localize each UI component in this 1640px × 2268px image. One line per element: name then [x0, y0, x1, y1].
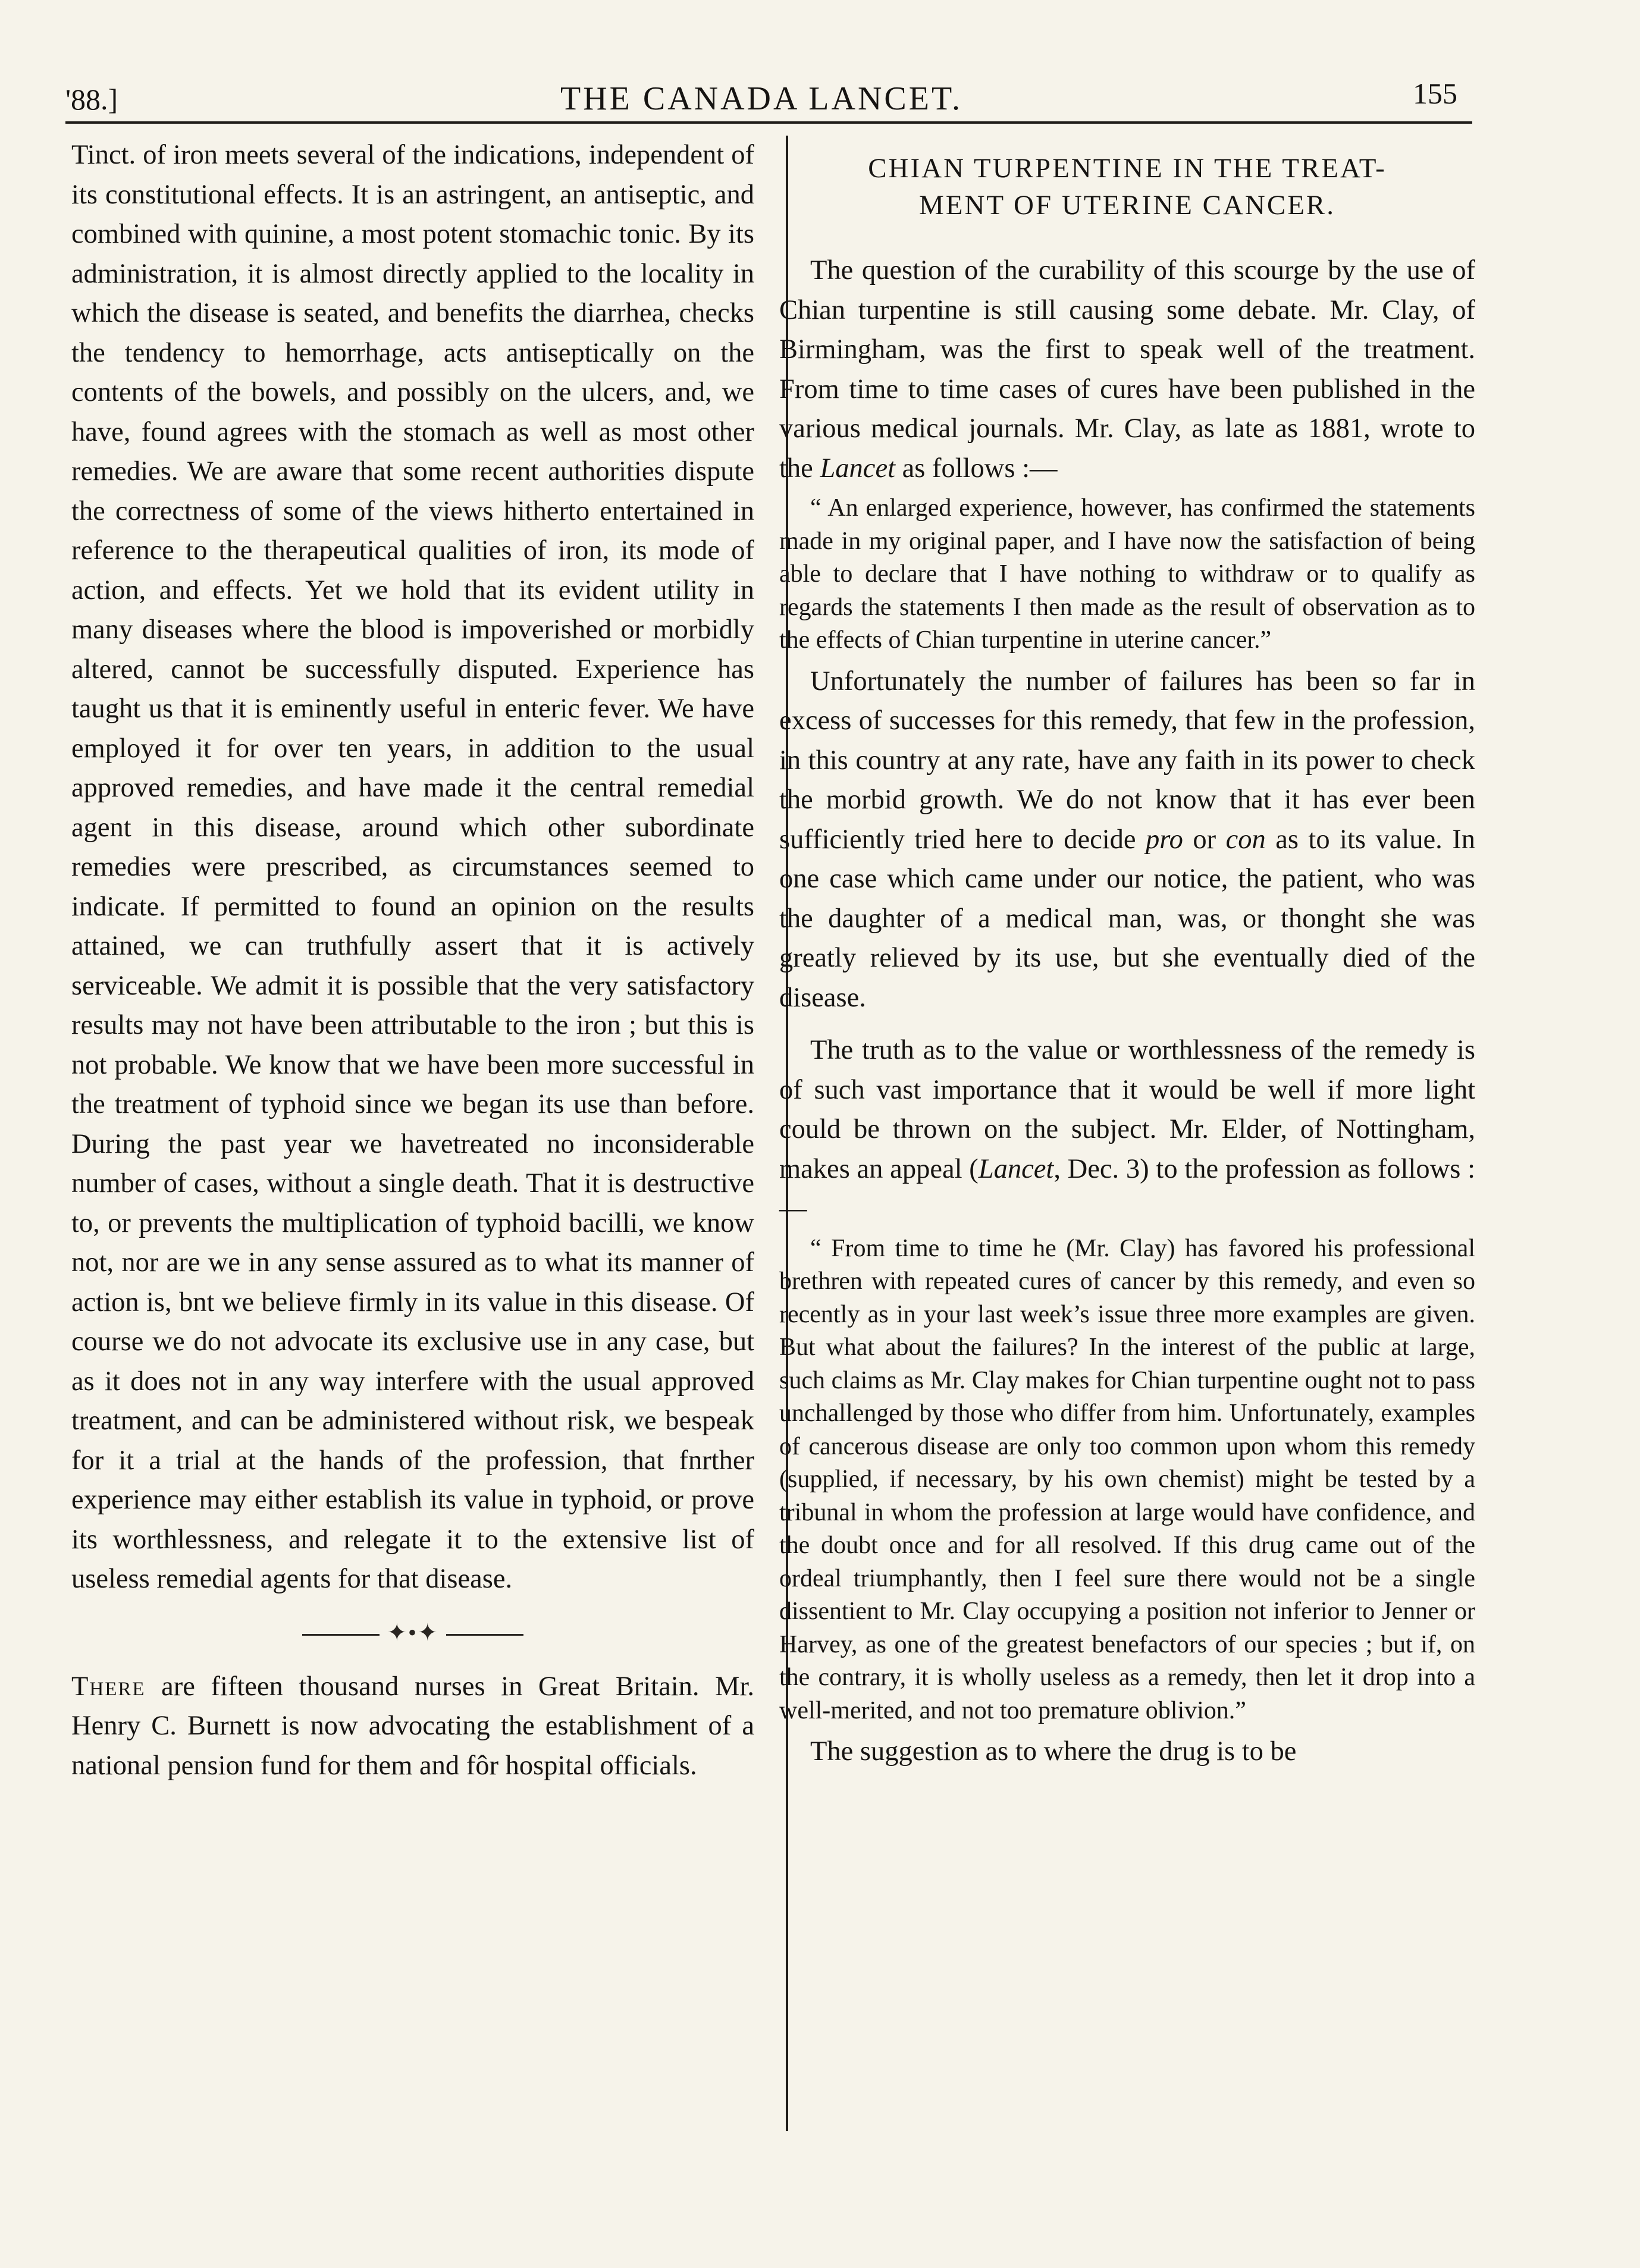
- section-ornament: ✦•✦: [71, 1621, 754, 1645]
- iron-typhoid-paragraph: Tinct. of iron meets several of the indications, independent of its constitutional effects. It is an astringent, an antiseptic, and combined with quinine, a most potent stomachic tonic. By its administration, it is almost directly applied to the locality in which the disease is seated, and benefits the diarrhea, checks the tendency to hemorrhage, acts antiseptically on the contents of the bowels, and possibly on the ulcers, and, we have, found agrees with the stomach as well as most other remedies. We are aware that some recent authorities dispute the correctness of some of the views hitherto entertained in reference to the therapeutical qualities of iron, its mode of action, and effects. Yet we hold that its evident utility in many diseases where the blood is impoverished or morbidly altered, cannot be successfully disputed. Experience has taught us that it is eminently useful in enteric fever. We have employed it for over ten years, in addition to the usual approved remedies, and have made it the central remedial agent in this disease, around which other subordinate remedies were prescribed, as circumstances seemed to indicate. If permitted to found an opinion on the results attained, we can truthfully assert that it is actively serviceable. We admit it is possible that the very satisfactory results may not have been attributable to the iron ; but this is not probable. We know that we have been more successful in the treatment of typhoid since we began its use than before. During the past year we havetreated no inconsiderable number of cases, without a single death. That it is destructive to, or prevents the multiplication of typhoid bacilli, we know not, nor are we in any sense assured as to what its manner of action is, bnt we believe firmly in its value in this disease. Of course we do not advocate its exclusive use in any case, but as it does not in any way interfere with the usual approved treatment, and can be administered without risk, we bespeak for it a trial at the hands of the profession, that fnrther experience may either establish its value in typhoid, or prove its worthlessness, and relegate it to the extensive list of useless remedial agents for that disease.: [71, 140, 754, 1594]
- header-year: '88.]: [65, 83, 118, 116]
- paragraph-failures: [779, 662, 1475, 1018]
- paragraph-truth: [779, 1031, 1475, 1229]
- p2-or: or: [1183, 824, 1226, 855]
- article-title-line-2: MENT OF UTERINE CANCER.: [918, 190, 1336, 221]
- article-title-line-1: CHIAN TURPENTINE IN THE TREAT-: [868, 153, 1387, 184]
- clay-quote: “ An enlarged experience, however, has confirmed the statements made in my original paper, and I have now the satisfaction of being able to declare that I have nothing to withdraw or to qualify as regards the statements I then made as the result of observation as to the effects of Chian turpentine in uterine cancer.”: [779, 494, 1475, 654]
- right-column: [779, 136, 1475, 1772]
- p3-text-end: , Dec. 3) to the profession as follows :—: [779, 1153, 1475, 1224]
- p2-text: Unfortunately the number of failures has been so far in excess of successes for this remedy, that few in the profession, in this country at any rate, have any faith in its power to check the morbid growth. We do not know that it has ever been sufficiently tried here to decide: [779, 666, 1475, 855]
- p1-lancet-italic: Lancet: [820, 453, 895, 484]
- left-column: [71, 136, 754, 1786]
- page-header: [65, 71, 1457, 125]
- p3-lancet-italic: Lancet: [978, 1153, 1054, 1184]
- note-lead-word: There: [71, 1671, 146, 1702]
- page-number: 155: [1413, 77, 1457, 110]
- elder-quote: “ From time to time he (Mr. Clay) has favored his professional brethren with repeated cures of cancer by this remedy, and even so recently as in your last week’s issue three more examples are given. But what about the failures? In the interest of the public at large, such claims as Mr. Clay makes for Chian turpentine ought not to pass unchallenged by those who differ from him. Unfortunately, examples of cancerous disease are only too common upon whom this remedy (supplied, if necessary, by his own chemist) might be tested by a tribunal in whom the profession at large would have confidence, and the doubt once and for all resolved. If this drug came out of the ordeal triumphantly, then I feel sure there would not be a single dissentient to Mr. Clay occupying a position not inferior to Jenner or Harvey, as one of the greatest benefactors of our species ; but if, on the contrary, it is wholly useless as a remedy, then let it drop into a well-merited, and not too premature oblivion.”: [779, 1234, 1475, 1724]
- journal-title: THE CANADA LANCET.: [560, 80, 963, 117]
- p1-text: The question of the curability of this scourge by the use of Chian turpentine is still causing some debate. Mr. Clay, of Birmingham, was the first to speak well of the treatment. From time to time cases of cures have been published in the various medical journals. Mr. Clay, as late as 1881, wrote to the: [779, 255, 1475, 484]
- p2-pro-italic: pro: [1146, 824, 1183, 855]
- p2-text-end: as to its value. In one case which came under our notice, the patient, who was the daughter of a medical man, was, or thonght she was greatly relieved by its use, but she eventually died of the disease.: [779, 824, 1475, 1013]
- note-text: are fifteen thousand nurses in Great Britain. Mr. Henry C. Burnett is now advocating the establishment of a national pension fund for them and fôr hospital officials.: [71, 1671, 754, 1781]
- paragraph-suggestion: The suggestion as to where the drug is to be: [810, 1736, 1297, 1767]
- p3-text: The truth as to the value or worthlessness of the remedy is of such vast importance that it would be well if more light could be thrown on the subject. Mr. Elder, of Nottingham, makes an appeal (: [779, 1035, 1475, 1184]
- p2-con-italic: con: [1225, 824, 1266, 855]
- article-title: [790, 150, 1465, 224]
- paragraph-curability: [779, 251, 1475, 488]
- nurses-note: [71, 1667, 754, 1786]
- p1-text-end: as follows :—: [895, 453, 1058, 484]
- header-rule: [65, 121, 1472, 124]
